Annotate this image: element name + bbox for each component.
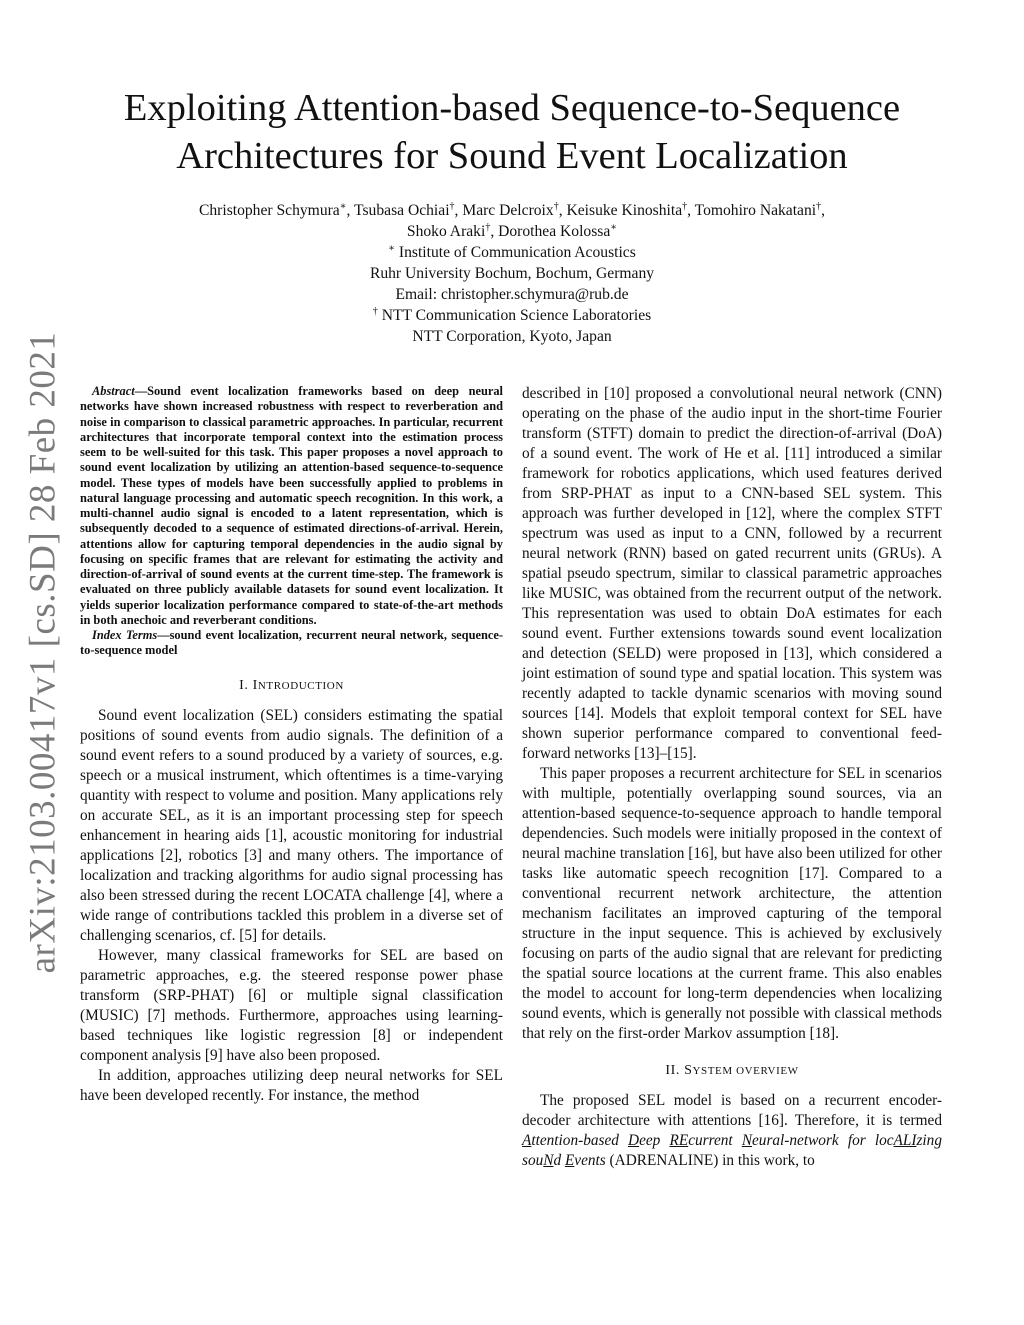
author-name: Dorothea Kolossa [498, 223, 611, 240]
adrenaline-acronym-expansion: Attention-based Deep REcurrent Neural-network for locALIzing souNd Events [522, 1132, 942, 1169]
paragraph: However, many classical frameworks for SEL are based on parametric approaches, e.g. the steered response power phase transform (SRP-PHAT) [6] or multiple signal classification (MUSIC) [7] methods. Furthermore, approaches using learning-based techniques like logistic regression [8] or independent component analysis [9] have also been proposed. [80, 946, 503, 1064]
affiliation-1-email: Email: christopher.schymura@rub.de [395, 286, 629, 303]
affiliation-1-place: Ruhr University Bochum, Bochum, Germany [369, 265, 655, 282]
paper-title [60, 84, 964, 180]
author-mark: † [485, 221, 491, 233]
left-column [80, 384, 503, 1106]
author-name: Christopher Schymura [198, 202, 340, 219]
author-line-2: Shoko Araki†, Dorothea Kolossa∗ [406, 221, 618, 240]
title-line-1: Exploiting Attention-based Sequence-to-Sequence [123, 87, 901, 129]
paragraph: The proposed SEL model is based on a recurrent encoder-decoder architecture with attentions [16]. Therefore, it is termed Attention-based Deep REcurrent Neural-network for locALIzing souNd Events (ADRENALINE) in this work, to [522, 1092, 942, 1169]
author-block [90, 200, 934, 347]
abstract-label: Abstract [92, 384, 135, 398]
author-mark: ∗ [339, 200, 347, 212]
arxiv-stamp-text: arXiv:2103.00417v1 [cs.SD] 28 Feb 2021 [22, 331, 64, 973]
section-heading-introduction: I. INTRODUCTION [239, 677, 344, 693]
index-terms [80, 628, 503, 659]
author-name: Tomohiro Nakatani [694, 202, 817, 219]
author-name: Shoko Araki [406, 223, 486, 240]
author-name: Marc Delcroix [462, 202, 554, 219]
author-mark: ∗ [610, 221, 618, 233]
author-mark: † [553, 200, 559, 212]
title-line-2: Architectures for Sound Event Localization [176, 135, 848, 177]
paragraph: In addition, approaches utilizing deep neural networks for SEL have been developed recently. For instance, the method [80, 1066, 503, 1104]
index-terms-label: Index Terms [92, 628, 158, 642]
author-mark: † [682, 200, 688, 212]
right-column [522, 384, 942, 1171]
author-name: Tsubasa Ochiai [354, 202, 450, 219]
paragraph: Sound event localization (SEL) considers estimating the spatial positions of sound events from audio signals. The definition of a sound event refers to a sound produced by a variety of sources, e.g. speech or a musical instrument, which oftentimes is a time-varying quantity with respect to volume and position. Many applications rely on accurate SEL, as it is an important processing step for speech enhancement in hearing aids [1], acoustic monitoring for industrial applications [2], robotics [3] and many others. The importance of localization and tracking algorithms for audio signal processing has also been stressed during the recent LOCATA challenge [4], where a wide range of contributions tackled this problem in a diverse set of challenging scenarios, cf. [5] for details. [80, 706, 503, 944]
affiliation-1-name: ∗ Institute of Communication Acoustics [388, 242, 636, 261]
affiliation-2-place: NTT Corporation, Kyoto, Japan [412, 328, 612, 345]
index-terms-text: —sound event localization, recurrent neural network, sequence-to-sequence model [80, 628, 503, 658]
author-line-1: Christopher Schymura∗, Tsubasa Ochiai†, Marc Delcroix†, Keisuke Kinoshita†, Tomohiro Nakatani†, [198, 200, 826, 219]
author-mark: † [449, 200, 455, 212]
paragraph: This paper proposes a recurrent architecture for SEL in scenarios with multiple, potentially overlapping sound sources, via an attention-based sequence-to-sequence approach to handle temporal dependencies. Such models were initially proposed in the context of neural machine translation [16], but have also been utilized for other tasks like automatic speech recognition [17]. Compared to a conventional recurrent network architecture, the attention mechanism facilitates an improved capturing of the temporal structure in the input sequence. This is achieved by exclusively focusing on parts of the audio signal that are relevant for predicting the spatial source locations at the current frame. This also enables the model to account for long-term dependencies when localizing sound events, which is generally not possible with classical methods that rely on the first-order Markov assumption [18]. [522, 765, 942, 1042]
section-heading-system-overview: II. SYSTEM OVERVIEW [665, 1063, 799, 1078]
abstract [80, 384, 503, 628]
paragraph: described in [10] proposed a convolutional neural network (CNN) operating on the phase of the audio input in the short-time Fourier transform (STFT) domain to predict the direction-of-arrival (DoA) of a sound event. The work of He et al. [11] introduced a similar framework for robotics applications, which used features derived from SRP-PHAT as input to a CNN-based SEL system. This approach was further developed in [12], where the complex STFT spectrum was used as input to a CNN, followed by a recurrent neural network (RNN) based on gated recurrent units (GRUs). A spatial pseudo spectrum, similar to classical parametric approaches like MUSIC, was obtained from the recurrent output of the network. This representation was used to obtain DoA estimates for each sound event. Further extensions towards sound event localization and detection (SELD) were proposed in [13], which considered a joint estimation of sound type and spatial location. This system was recently adapted to tackle dynamic scenarios with moving sound sources [14]. Models that exploit temporal context for SEL have shown superior performance compared to conventional feed-forward networks [13]–[15]. [522, 385, 942, 762]
author-name: Keisuke Kinoshita [566, 202, 683, 219]
affiliation-2-name: † NTT Communication Science Laboratories [372, 305, 652, 324]
arxiv-identifier-stamp [20, 331, 66, 973]
author-mark: † [816, 200, 822, 212]
abstract-text: —Sound event localization frameworks based on deep neural networks have shown increased robustness with respect to reverberation and noise in comparison to classical parametric approaches. In particular, recurrent architectures that incorporate temporal context into the estimation process seem to be well-suited for this task. This paper proposes a novel approach to sound event localization by utilizing an attention-based sequence-to-sequence model. These types of models have been successfully applied to problems in natural language processing and automatic speech recognition. In this work, a multi-channel audio signal is encoded to a latent representation, which is subsequently decoded to a sequence of estimated directions-of-arrival. Herein, attentions allow for capturing temporal dependencies in the audio signal by focusing on specific frames that are relevant for estimating the activity and direction-of-arrival of sound events at the current time-step. The framework is evaluated on three publicly available datasets for sound event localization. It yields superior localization performance compared to state-of-the-art methods in both anechoic and reverberant conditions. [80, 384, 503, 627]
